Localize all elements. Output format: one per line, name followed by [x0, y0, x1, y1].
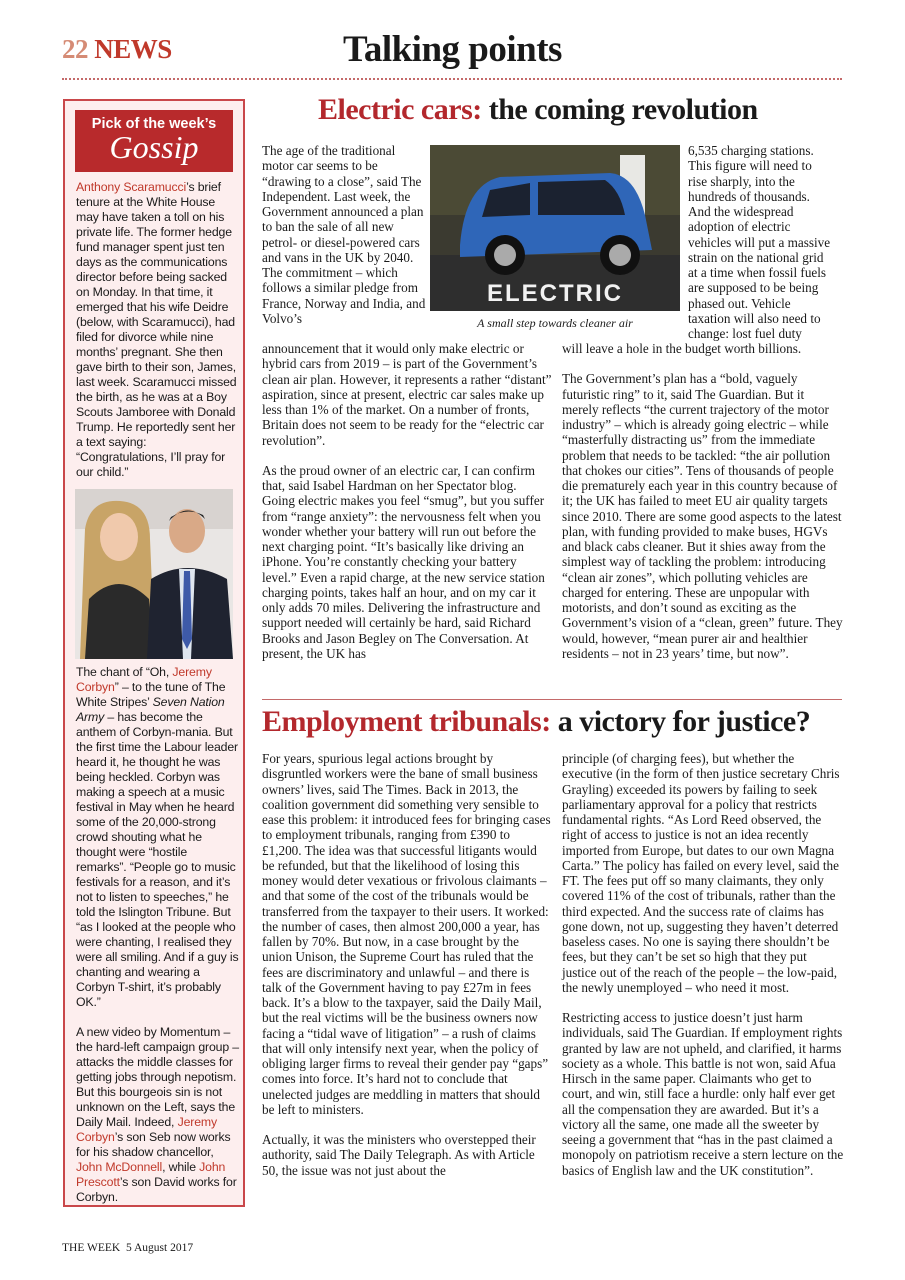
article-text: 6,535 charging stations. This figure will need to rise sharply, into the hundreds of thousands. And the widespread adoption of electric vehicles will put a massive strain on the national grid at a time when fossil fuels are supposed to be being phased out. Vehicle taxation will also need to change: lost fuel duty — [688, 143, 831, 341]
song-title: Seven Nation Army — [76, 695, 225, 724]
gossip-title: Gossip — [109, 129, 199, 165]
page-title: Talking points — [343, 29, 562, 70]
paragraph: Actually, it was the ministers who overstepped their authority, said The Daily Telegraph. As with Article 50, the issue was not just about the — [262, 1132, 536, 1178]
gossip-banner — [75, 110, 233, 172]
person-name: Jeremy Corbyn — [76, 665, 212, 694]
article-headline-employment-tribunals — [262, 705, 810, 739]
gossip-item-1 — [76, 180, 240, 480]
issue-date: 5 August 2017 — [125, 1242, 194, 1254]
gossip-text: A new video by Momentum – the hard-left campaign group – attacks the middle classes for getting jobs through nepotism. But this bourgeois sin is not unknown on the Left, says the Daily Mail. Indeed, — [76, 1025, 239, 1129]
article-text-column — [562, 341, 844, 676]
electric-car-photo — [430, 145, 680, 311]
road-marking-text: ELECTRIC — [487, 280, 623, 307]
header-divider — [62, 78, 842, 80]
paragraph: announcement that it would only make electric or hybrid cars from 2019 – is part of the Government’s clean air plan. However, it represents a rather “distant” aspiration, since at present, electric car sales make up less than 1% of the market. On a number of fronts, Britain does not seem to be ready for the “electric car revolution”. — [262, 341, 552, 448]
person-name: Jeremy Corbyn — [76, 1115, 217, 1144]
gossip-text: ’s son Seb now works for his shadow chancellor, — [76, 1130, 231, 1159]
photo-caption: A small step towards cleaner air — [477, 316, 633, 330]
person-name: John McDonnell — [76, 1160, 163, 1174]
paragraph: For years, spurious legal actions brought by disgruntled workers were the bane of small business owners’ lives, said The Times. Back in 2013, the coalition government did something very sensible to ease this problem: it introduced fees for bringing cases to employment tribunals, ranging from £390 to £1,200. The idea was that successful litigants would be refunded, but that the likelihood of losing this money would deter vexatious or frivolous claimants – and that some of the cost of the tribunals would be transferred from the taxpayer to their users. It worked: the number of cases, then almost 200,000 a year, has fallen by 70%. But now, in a case brought by the union Unison, the Supreme Court has ruled that the fees are discriminatory and unlawful – and there is talk of the Government having to pay £27m in fees back. It’s a blow to the taxpayer, said the Daily Mail, but the real victims will be the business owners now facing a “tidal wave of litigation” – a rush of claims that will only intensify next year, when the policy of obliging larger firms to reveal their gender pay “gaps” comes into force. It’s hard not to conclude that unelected judges are meddling in matters that should be left to ministers. — [262, 751, 551, 1117]
gossip-column — [76, 180, 240, 1220]
gossip-kicker: Pick of the week’s — [91, 116, 217, 132]
gossip-text: ’s brief tenure at the White House may have taken a toll on his private life. The former hedge fund manager spent just ten days as the communications director before being sacked on Monday. In that time, it emerged that his wife Deidre (below, with Scaramucci), had filed for divorce while nine months’ pregnant. She then gave birth to their son, James, last week. Scaramucci missed the birth, as he was at a Boy Scouts Jamboree with Donald Trump. He reportedly sent her a text saying: “Congratulations, I’ll pray for our child.” — [76, 180, 237, 479]
paragraph: will leave a hole in the budget worth billions. — [562, 341, 802, 356]
gossip-text: The chant of “Oh, — [76, 665, 173, 679]
person-name: Anthony Scaramucci — [76, 180, 187, 194]
paragraph: The Government’s plan has a “bold, vaguely futuristic ring” to it, said The Guardian. But it merely reflects “the current trajectory of the motor industry” – which is already going electric – while “masterfully distracting us” from the immediate problem that needs to be tackled: “the air pollution that chokes our cities”. Tens of thousands of people die prematurely each year in this country because of it; the UK has failed to meet EU air quality targets since 2010. There are some good aspects to the latest plan, with funding provided to make buses, HGVs and black cabs cleaner. But it shies away from the simplest way of tackling the problem: introducing “clean air zones”, which polluting vehicles are charged for entering. These are unpopular with motorists, and don’t sound as exciting as the Government’s vision of a “clean, green” future. They would, however, “mean purer air and healthier residents – not in 23 years’ time, but now”. — [562, 371, 843, 661]
gossip-text: , while — [162, 1160, 200, 1174]
headline-text: a victory for justice? — [557, 705, 811, 738]
gossip-item-2 — [76, 665, 240, 1205]
article-divider — [262, 699, 842, 700]
article-headline-electric-cars — [318, 93, 758, 127]
publication-name: THE WEEK — [62, 1242, 121, 1254]
section-name: NEWS — [94, 34, 172, 64]
person-name: John Prescott — [76, 1160, 226, 1189]
paragraph: Restricting access to justice doesn’t just harm individuals, said The Guardian. If employment rights granted by law are not upheld, and clarified, it harms society as a whole. This battle is not won, said Afua Hirsch in the same paper. Claimants who get to court, and win, still face a hurdle: only half ever get all the compensation they are awarded. But it’s a victory all the same, one made all the sweeter by seeing a government that “has in the past claimed a monopoly on patriotism receive a stern lecture on the basics of English law and the UK constitution”. — [562, 1010, 844, 1178]
paragraph: As the proud owner of an electric car, I can confirm that, said Isabel Hardman on her Spectator blog. Going electric makes you feel “smug”, but you suffer from “range anxiety”: the nervousness felt when you wonder whether your battery will run out before the next charging point. “It’s basically like driving an iPhone. You’re constantly checking your battery level.” Even a rapid charge, at the new service station charging points, takes half an hour, and on my car it only adds 70 miles. Delivering the infrastructure and support needed will certainly be hard, said Richard Brooks and Jason Begley on The Conversation. At present, the UK has — [262, 462, 545, 661]
headline-topic: Electric cars: — [318, 93, 482, 126]
gossip-text: – has become the anthem of Corbyn-mania. But the first time the Labour leader heard it, he thought he was being heckled. Corbyn was making a speech at a music festival in May when he heard some of the 20,000-strong crowd shouting what he thought were “hostile remarks”. “People go to music festivals for a reason, and it’s not to listen to speeches,” he told the Islington Tribune. But “as I looked at the people who were chanting, I realised they were all smiling. And if a guy is chanting and wearing a Corbyn T-shirt, it’s probably OK.” — [76, 710, 239, 1009]
headline-topic: Employment tribunals: — [262, 705, 551, 738]
article-text-column — [562, 751, 844, 1193]
headline-text: the coming revolution — [488, 93, 758, 126]
paragraph: principle (of charging fees), but whether the executive (in the form of then justice secretary Chris Grayling) exceeded its powers by failing to seek parliamentary approval for a policy that restricts fundamental rights. “As Lord Reed observed, the right of access to justice is not an idea recently imported from Europe, but dates to our own Magna Carta.” The policy has failed on every level, said the FT. The fees put off so many claimants, they only covered 11% of the cost of tribunals, rather than the third expected. And the success rate of claims has gone down, not up, suggesting they haven’t deterred baseless cases. No one is saying there shouldn’t be fees, but they can’t be set so high that they put justice out of the reach of the people – the low-paid, the newly unemployed – who need it most. — [562, 751, 840, 995]
gossip-sidebar — [63, 99, 245, 1207]
gossip-text: ’s son David works for Corbyn. — [76, 1175, 237, 1204]
article-text: The age of the traditional motor car seems to be “drawing to a close”, said The Independent. Last week, the Government announced a plan to ban the sale of all new petrol- or diesel-powered cars and vans in the UK by 2040. The commitment – which follows a similar pledge from France, Norway and India, and Volvo’s — [262, 143, 426, 326]
couple-photo — [75, 489, 233, 659]
page-footer — [62, 1242, 193, 1254]
article-text-column — [262, 751, 552, 1193]
article-text-column — [262, 341, 552, 676]
gossip-text: ” – to the tune of The White Stripes’ — [76, 680, 226, 709]
page-number: 22 — [62, 34, 88, 64]
